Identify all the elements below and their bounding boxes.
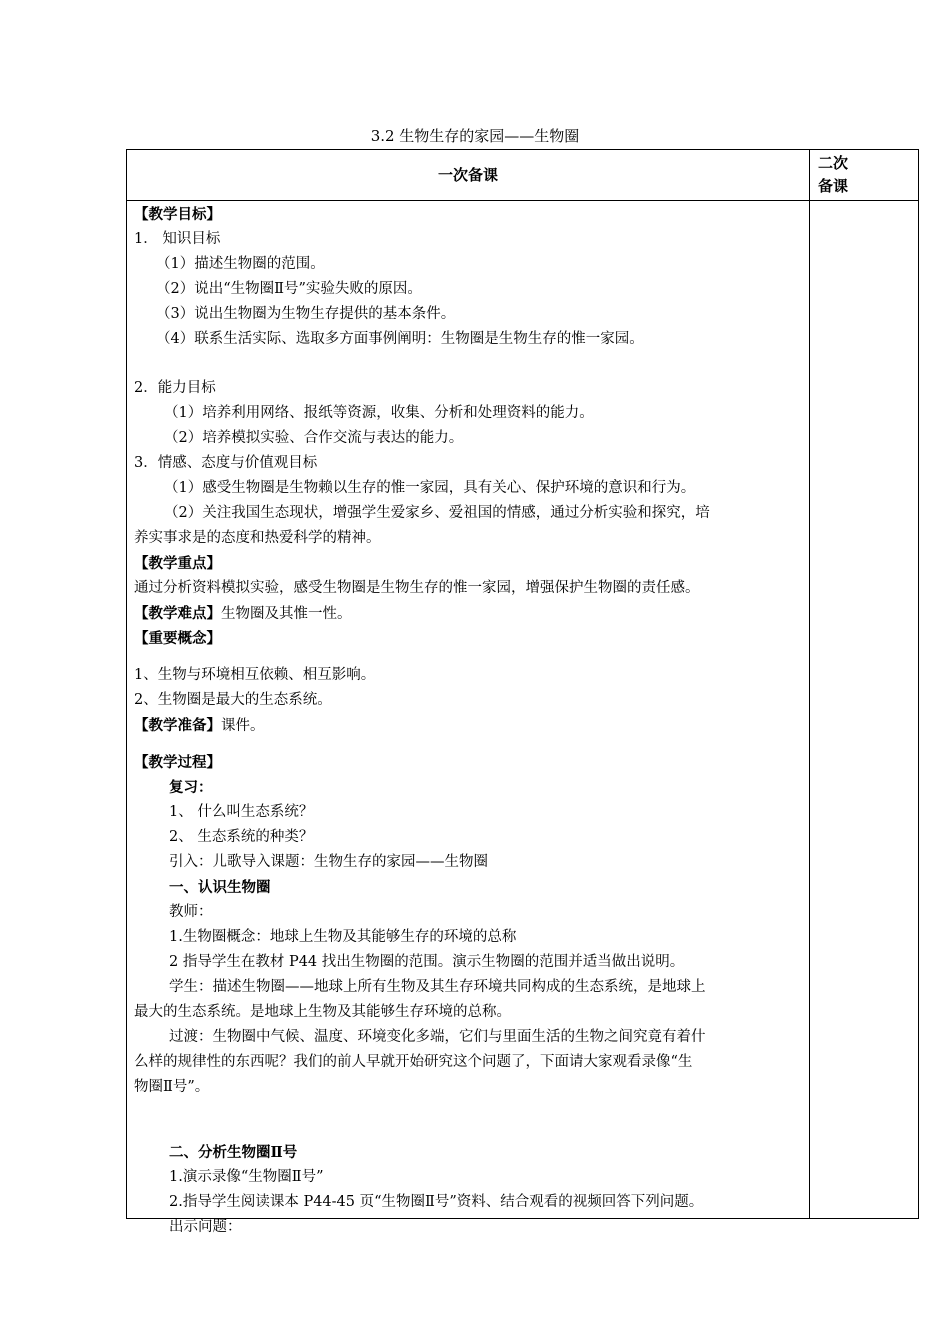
text-line: 通过分析资料模拟实验，感受生物圈是生物生存的惟一家园，增强保护生物圈的责任感。 xyxy=(134,580,700,596)
first-prep-content xyxy=(134,202,804,1240)
text-line: 2 指导学生在教材 P44 找出生物圈的范围。演示生物圈的范围并适当做出说明。 xyxy=(169,954,685,970)
subsection-heading: 二、分析生物圈Ⅱ号 xyxy=(169,1144,298,1161)
section-heading: 【重要概念】 xyxy=(134,630,221,647)
second-prep-header xyxy=(818,152,908,198)
text-line: （2）说出“生物圈Ⅱ号”实验失败的原因。 xyxy=(156,281,422,297)
text-line: 2、生物圈是最大的生态系统。 xyxy=(134,692,332,708)
text-line: （2）培养模拟实验、合作交流与表达的能力。 xyxy=(164,430,464,446)
text-line: 3．情感、态度与价值观目标 xyxy=(134,455,318,471)
column-divider xyxy=(809,150,810,1218)
text-line: 2.指导学生阅读课本 P44-45 页“生物圈Ⅱ号”资料、结合观看的视频回答下列问题。 xyxy=(169,1194,704,1210)
text-line: （1）培养利用网络、报纸等资源，收集、分析和处理资料的能力。 xyxy=(164,405,594,421)
spacer xyxy=(134,1100,804,1124)
text-line: 出示问题： xyxy=(169,1219,242,1235)
text-line xyxy=(134,601,804,626)
spacer xyxy=(134,352,804,376)
text-line: 学生：描述生物圈——地球上所有生物及其生存环境共同构成的生态系统，是地球上 xyxy=(169,979,706,995)
text-line: 1． 知识目标 xyxy=(134,231,221,247)
text-line: 么样的规律性的东西呢？我们的前人早就开始研究这个问题了，下面请大家观看录像“生 xyxy=(134,1054,693,1070)
text-line: （1）感受生物圈是生物赖以生存的惟一家园，具有关心、保护环境的意识和行为。 xyxy=(164,480,696,496)
lesson-plan-table xyxy=(126,149,919,1235)
second-prep-header-line1: 二次 xyxy=(818,154,849,172)
spacer xyxy=(134,651,804,663)
header-divider xyxy=(127,200,918,201)
first-prep-header: 一次备课 xyxy=(437,166,498,184)
text-line: 1.演示录像“生物圈Ⅱ号” xyxy=(169,1169,324,1185)
text-line: 过渡：生物圈中气候、温度、环境变化多端，它们与里面生活的生物之间究竟有着什 xyxy=(169,1029,706,1045)
text-line: 1、生物与环境相互依赖、相互影响。 xyxy=(134,667,376,683)
text-line: 物圈Ⅱ号”。 xyxy=(134,1079,210,1095)
section-heading: 【教学难点】 xyxy=(134,605,221,622)
text-line: 教师： xyxy=(169,904,213,920)
inline-text: 课件。 xyxy=(221,718,265,734)
text-line: 养实事求是的态度和热爱科学的精神。 xyxy=(134,530,381,546)
document-title: 3.2 生物生存的家园——生物圈 xyxy=(370,127,580,145)
inline-text: 生物圈及其惟一性。 xyxy=(221,606,352,622)
subsection-heading: 复习： xyxy=(169,779,213,796)
text-line: 2．能力目标 xyxy=(134,380,216,396)
text-line: 1、 什么叫生态系统？ xyxy=(169,804,314,820)
text-line: 引入：儿歌导入课题：生物生存的家园——生物圈 xyxy=(169,854,488,870)
text-line xyxy=(134,713,804,738)
subsection-heading: 一、认识生物圈 xyxy=(169,879,271,896)
section-heading: 【教学过程】 xyxy=(134,754,221,771)
text-line: 1.生物圈概念：地球上生物及其能够生存的环境的总称 xyxy=(169,929,517,945)
section-heading: 【教学准备】 xyxy=(134,717,221,734)
text-line: （4）联系生活实际、选取多方面事例阐明：生物圈是生物生存的惟一家园。 xyxy=(156,331,644,347)
text-line: 最大的生态系统。是地球上生物及其能够生存环境的总称。 xyxy=(134,1004,511,1020)
text-line: （3）说出生物圈为生物生存提供的基本条件。 xyxy=(156,306,456,322)
spacer xyxy=(134,738,804,750)
spacer xyxy=(134,1124,804,1140)
text-line: 2、 生态系统的种类？ xyxy=(169,829,314,845)
text-line: （2）关注我国生态现状，增强学生爱家乡、爱祖国的情感，通过分析实验和探究，培 xyxy=(164,505,710,521)
text-line: （1）描述生物圈的范围。 xyxy=(156,256,325,272)
section-heading: 【教学重点】 xyxy=(134,555,221,572)
second-prep-header-line2: 备课 xyxy=(818,177,849,195)
section-heading: 【教学目标】 xyxy=(134,206,221,223)
